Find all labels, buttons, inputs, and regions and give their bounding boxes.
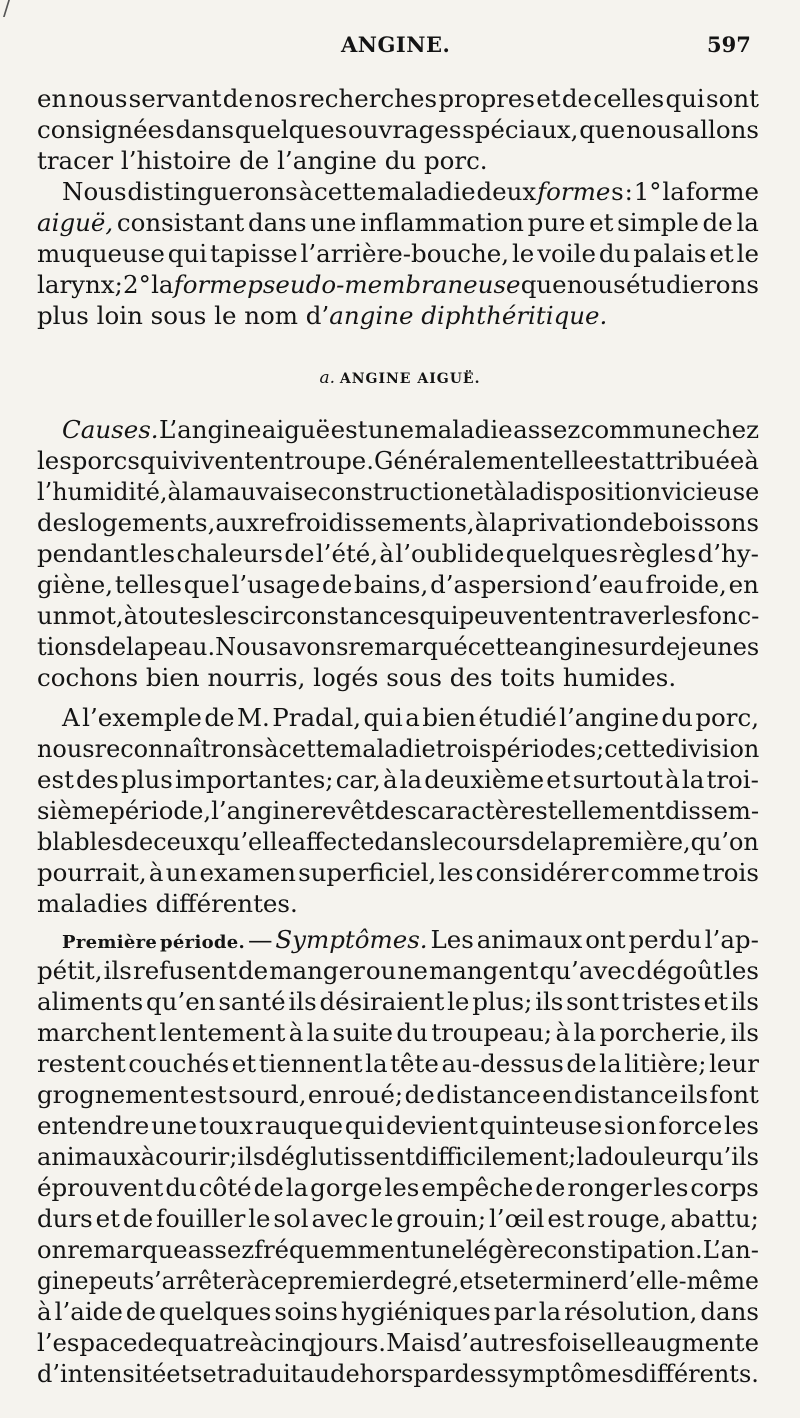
text-line: est des plus importantes; car, à la deuxième et surtout à la troi- — [37, 765, 759, 794]
text-line: durs et de fouiller le sol avec le grouin; l’œil est rouge, abattu; — [37, 1204, 759, 1233]
text-line: à l’aide de quelques soins hygiéniques par la résolution, dans — [37, 1297, 759, 1326]
text-line: pétit, ils refusent de manger ou ne mangent qu’avec dégoût les — [37, 956, 759, 985]
text-line: aiguë, consistant dans une inflammation pure et simple de la — [37, 208, 759, 237]
text-line: aliments qu’en santé ils désiraient le plus; ils sont tristes et ils — [37, 987, 759, 1016]
text-line: pendant les chaleurs de l’été, à l’oubli de quelques règles d’hy- — [37, 539, 759, 568]
text-line: restent couchés et tiennent la tête au-dessus de la litière; leur — [37, 1049, 759, 1078]
text-line: éprouvent du côté de la gorge les empêche de ronger les corps — [37, 1173, 759, 1202]
text-line: maladies différentes. — [37, 889, 298, 918]
text-line: plus loin sous le nom d’angine diphthéritique. — [37, 301, 608, 330]
text-line: larynx; 2° la forme pseudo-membraneuse que nous étudierons — [37, 270, 759, 299]
text-line: A l’exemple de M. Pradal, qui a bien étudié l’angine du porc, — [62, 703, 759, 732]
text-line: nous reconnaîtrons à cette maladie trois périodes; cette division — [37, 734, 760, 763]
text-line: en nous servant de nos recherches propres et de celles qui sont — [37, 84, 759, 113]
text-line: sième période, l’angine revêt des caractères tellement dissem- — [37, 796, 760, 825]
text-line: l’espace de quatre à cinq jours. Mais d’autres fois elle augmente — [37, 1328, 759, 1357]
margin-mark: / — [3, 0, 11, 21]
text-line: marchent lentement à la suite du troupeau; à la porcherie, ils — [37, 1018, 759, 1047]
text-line: gine peut s’arrêter à ce premier degré, et se terminer d’elle-même — [37, 1266, 759, 1295]
text-line: grognement est sourd, enroué; de distance en distance ils font — [37, 1080, 759, 1109]
text-line: Première période. — Symptômes. Les animaux ont perdu l’ap- — [62, 925, 759, 954]
text-line: d’intensité et se traduit au dehors par des symptômes différents. — [37, 1359, 759, 1388]
running-title: ANGINE. — [341, 32, 451, 57]
text-line: tions de la peau. Nous avons remarqué cette angine sur de jeunes — [37, 632, 760, 661]
section-heading-text: ANGINE AIGUË. — [339, 371, 481, 387]
section-heading — [0, 366, 800, 391]
text-line: muqueuse qui tapisse l’arrière-bouche, le voile du palais et le — [37, 239, 759, 268]
text-line: entendre une toux rauque qui devient quinteuse si on force les — [37, 1111, 759, 1140]
text-line: cochons bien nourris, logés sous des toits humides. — [37, 663, 677, 692]
page-number: 597 — [707, 32, 751, 57]
section-letter: a. — [319, 368, 336, 388]
text-line: l’humidité, à la mauvaise construction et à la disposition vicieuse — [37, 477, 760, 506]
running-header — [0, 32, 800, 62]
text-line: blables de ceux qu’elle affecte dans le cours de la première, qu’on — [37, 827, 759, 856]
text-line: Causes. L’angine aiguë est une maladie assez commune chez — [62, 415, 759, 444]
text-line: animaux à courir; ils déglutissent difficilement; la douleur qu’ils — [37, 1142, 759, 1171]
text-line: on remarque assez fréquemment une légère constipation. L’an- — [37, 1235, 759, 1264]
text-line: tracer l’histoire de l’angine du porc. — [37, 146, 488, 175]
text-line: consignées dans quelques ouvrages spéciaux, que nous allons — [37, 115, 759, 144]
text-line: les porcs qui vivent en troupe. Généralement elle est attribuée à — [37, 446, 759, 475]
text-line: Nous distinguerons à cette maladie deux forme s : 1° la forme — [62, 177, 759, 206]
text-line: des logements, aux refroidissements, à la privation de boissons — [37, 508, 759, 537]
text-line: giène, telles que l’usage de bains, d’aspersion d’eau froide, en — [37, 570, 759, 599]
text-line: pourrait, à un examen superficiel, les considérer comme trois — [37, 858, 759, 887]
text-line: un mot, à toutes les circonstances qui peuvent entraver les fonc- — [37, 601, 760, 630]
